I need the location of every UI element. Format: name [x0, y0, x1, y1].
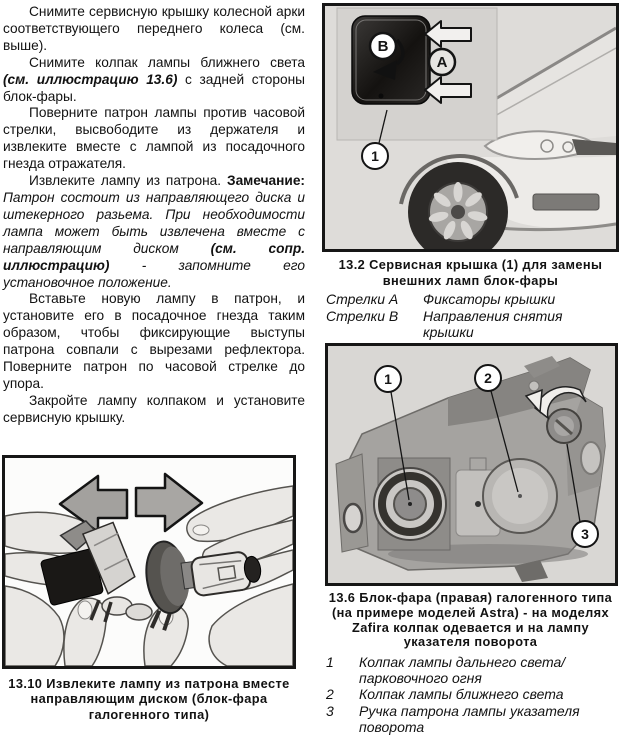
legend-term: Стрелки В	[326, 307, 399, 324]
legend-term: Стрелки А	[326, 291, 399, 307]
paragraph: Поверните патрон лампы против часовой стрелки, высвободите из держателя и извлеките вместе с лампой из посадочного гнезда отражателя.	[3, 105, 305, 172]
svg-text:A: A	[436, 54, 448, 71]
legend-row	[326, 654, 618, 686]
legend-row	[326, 291, 618, 308]
svg-text:1: 1	[371, 148, 379, 164]
svg-text:B: B	[377, 38, 389, 55]
svg-text:1: 1	[384, 371, 392, 387]
figure-13-2-image	[322, 3, 619, 252]
label-circle-b	[370, 33, 396, 59]
legend-13-2	[326, 291, 618, 341]
bulb-removal-illustration	[5, 458, 293, 666]
mounting-hole	[344, 504, 362, 532]
legend-num: 2	[326, 686, 334, 703]
legend-num: 3	[326, 702, 334, 719]
service-cover-illustration	[325, 6, 616, 249]
label-circle-a	[429, 49, 455, 75]
legend-row	[326, 686, 618, 702]
paragraph: Снимите сервисную крышку колесной арки соответствующего переднего колеса (см. выше).	[3, 4, 305, 53]
caption-13-2: 13.2 Сервисная крышка (1) для замены внешних ламп блок-фары	[338, 257, 603, 288]
legend-row	[326, 308, 618, 341]
low-beam-cap	[483, 459, 557, 533]
figure-13-6-image	[325, 343, 618, 586]
paragraph: Снимите колпак лампы ближнего света (см. иллюстрацию 13.6) с задней стороны блок-фары.	[3, 54, 305, 104]
service-cover-inset	[337, 8, 497, 140]
legend-def: Направления снятия крышки	[423, 307, 563, 340]
legend-def: Колпак лампы дальнего света/ парковочного огня	[359, 654, 566, 687]
paragraph: Закройте лампу колпаком и установите сервисную крышку.	[3, 392, 305, 425]
legend-def: Фиксаторы крышки	[423, 291, 556, 307]
caption-13-6: 13.6 Блок-фара (правая) галогенного типа (на примере моделей Astra) - на моделях Zafira колпак одевается и на лампу указателя поворота	[328, 590, 613, 650]
legend-num: 1	[326, 654, 334, 670]
legend-def: Ручка патрона лампы указателя поворота	[359, 702, 580, 735]
service-cover	[352, 16, 430, 104]
legend-row	[326, 703, 618, 735]
high-beam-cap	[374, 468, 446, 540]
legend-13-6	[326, 654, 618, 735]
instructions-column	[3, 4, 305, 427]
svg-text:3: 3	[581, 526, 589, 542]
caption-13-10: 13.10 Извлеките лампу из патрона вместе направляющим диском (блок-фара галогенного типа)	[8, 676, 290, 722]
figure-13-10-image	[2, 455, 296, 669]
legend-def: Колпак лампы ближнего света	[359, 686, 564, 703]
turn-signal-socket	[547, 409, 581, 443]
svg-text:2: 2	[484, 370, 492, 386]
paragraph: Вставьте новую лампу в патрон, и установите его в посадочное гнезда таким образом, чтобы фиксирующие выступы патрона совпали с вырезами рефлектора. Поверните патрон по часовой стрелке до упора.	[3, 291, 305, 391]
headlight-rear-illustration	[328, 346, 615, 583]
paragraph: Извлеките лампу из патрона. Замечание: Патрон состоит из направляющего диска и штекерного разьема. При необходимости лампа может быть извлечена вместе с направляющим диском (см. сопр. иллюстрацию) - запомните его установочное положение.	[3, 173, 305, 290]
